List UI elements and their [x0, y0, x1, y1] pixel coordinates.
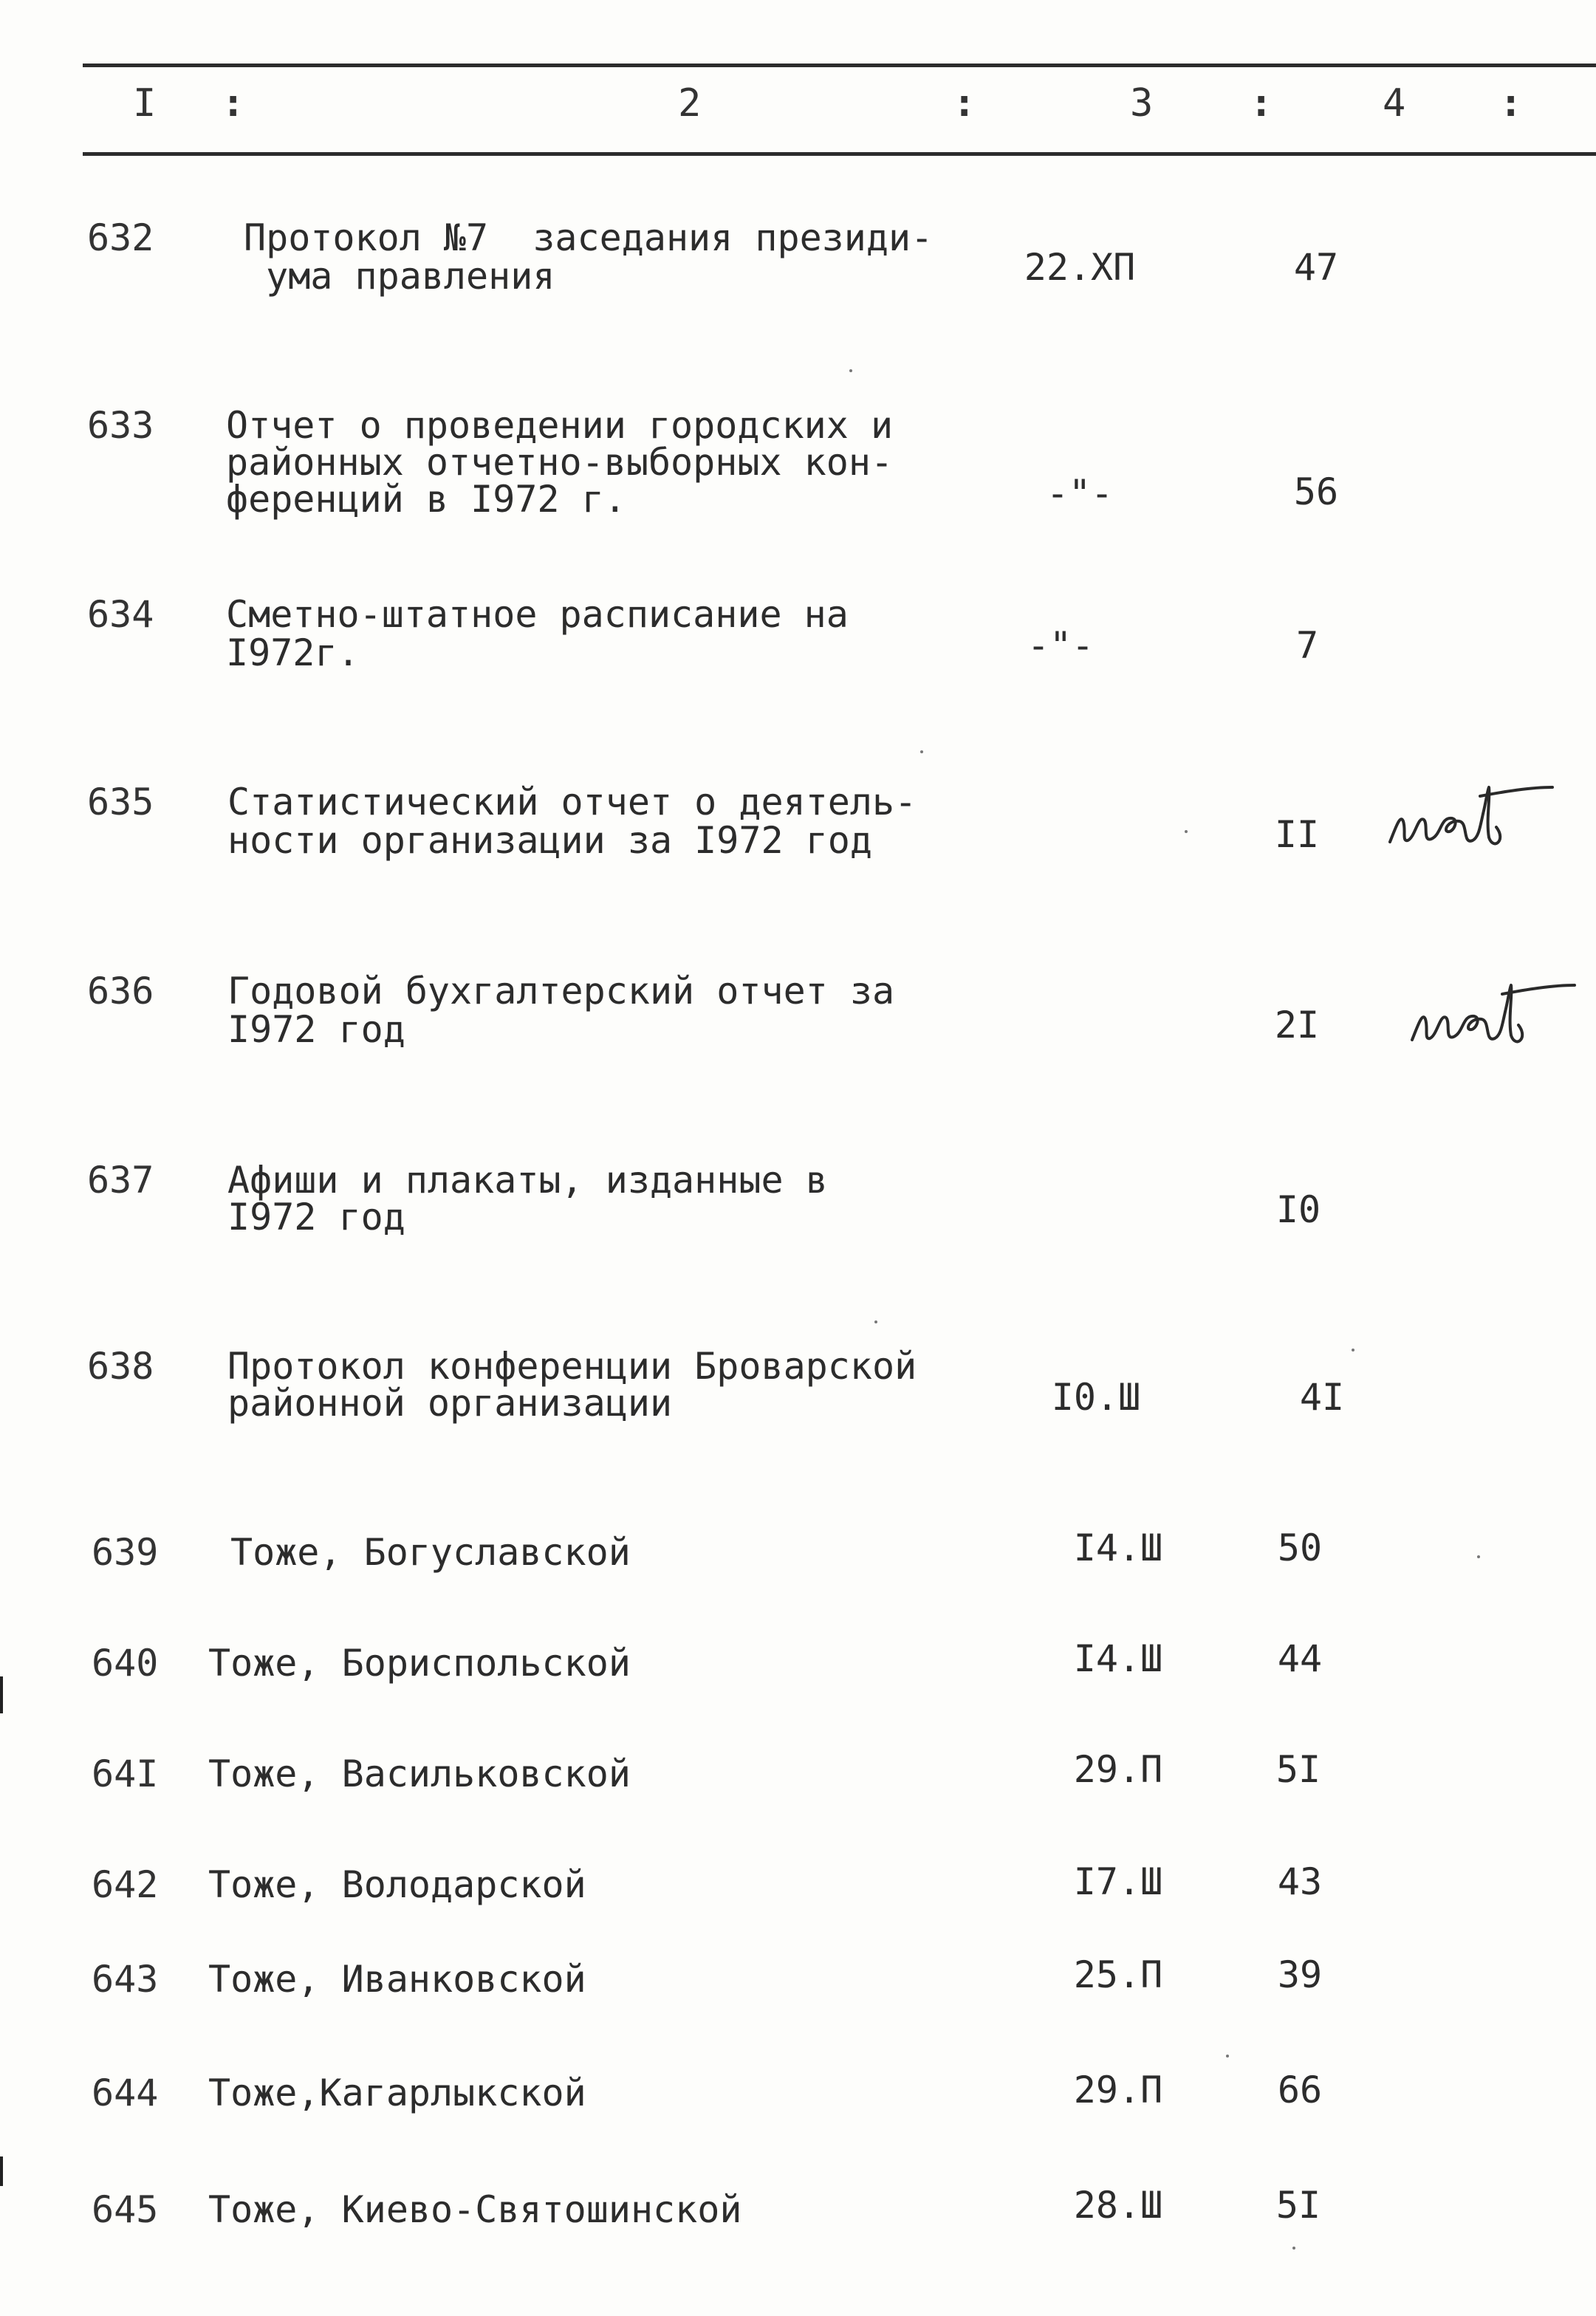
row-title-line: I972 год [227, 1196, 405, 1238]
row-title-line: Тоже, Иванковской [208, 1958, 586, 2001]
row-sheet-count: 44 [1277, 1637, 1323, 1680]
scan-speck [1226, 2055, 1229, 2058]
scan-speck [1185, 830, 1188, 833]
row-title-line: Сметно-штатное расписание на [226, 593, 849, 636]
row-title-line: Отчет о проведении городских и [226, 404, 894, 447]
row-title-line: Годовой бухгалтерский отчет за [227, 970, 895, 1013]
row-number: 635 [87, 781, 154, 823]
scan-speck [874, 1320, 877, 1323]
row-sheet-count: 7 [1295, 624, 1319, 667]
scan-speck [1292, 2247, 1295, 2250]
row-date: 28.Ш [1073, 2184, 1163, 2227]
row-title-line: ности организации за I972 год [227, 819, 872, 862]
row-date: 22.XП [1024, 246, 1136, 289]
header-bottom-rule [83, 152, 1596, 156]
row-number: 638 [87, 1345, 154, 1388]
row-sheet-count: 66 [1277, 2069, 1323, 2111]
row-date: I0.Ш [1051, 1376, 1141, 1419]
row-number: 644 [92, 2072, 159, 2114]
row-title-line: Тоже, Васильковской [208, 1753, 631, 1795]
row-sheet-count: 5I [1275, 1748, 1321, 1791]
header-separator: : [1499, 81, 1523, 126]
row-date: 29.П [1073, 1748, 1163, 1791]
scan-edge-mark [0, 2156, 3, 2186]
row-title-line: Протокол конференции Броварской [227, 1345, 917, 1388]
row-title-line: Статистический отчет о деятель- [227, 781, 917, 823]
header-col-2: 2 [678, 81, 702, 126]
header-separator: : [222, 81, 245, 126]
row-number: 645 [92, 2188, 159, 2231]
row-sheet-count: I0 [1275, 1188, 1321, 1231]
row-date: -"- [1027, 624, 1095, 667]
row-date: I4.Ш [1073, 1637, 1163, 1680]
row-number: 642 [92, 1863, 159, 1906]
row-number: 639 [92, 1531, 159, 1574]
row-date: 25.П [1073, 1953, 1163, 1996]
row-sheet-count: 43 [1277, 1860, 1323, 1903]
row-number: 633 [87, 404, 154, 447]
row-date: 29.П [1073, 2069, 1163, 2111]
handwritten-note [1408, 973, 1578, 1055]
row-title-line: ума правления [244, 255, 555, 298]
header-top-rule [83, 64, 1596, 67]
row-title-line: Протокол №7 заседания президи- [244, 216, 934, 259]
scan-speck [920, 750, 923, 753]
row-sheet-count: 56 [1293, 470, 1339, 513]
row-number: 64I [92, 1753, 159, 1795]
row-number: 634 [87, 593, 154, 636]
row-date: I4.Ш [1073, 1527, 1163, 1569]
header-col-4: 4 [1383, 81, 1406, 126]
row-title-line: Афиши и плакаты, изданные в [227, 1159, 828, 1202]
row-sheet-count: 39 [1277, 1953, 1323, 1996]
row-sheet-count: 50 [1277, 1527, 1323, 1569]
row-sheet-count: 47 [1293, 246, 1339, 289]
row-number: 640 [92, 1642, 159, 1685]
header-col-3: 3 [1130, 81, 1154, 126]
row-number: 636 [87, 970, 154, 1013]
row-title-line: районных отчетно-выборных кон- [226, 441, 894, 484]
row-title-line: Тоже, Киево-Святошинской [208, 2188, 742, 2231]
scan-speck [1352, 1349, 1354, 1351]
row-title-line: Тоже, Володарской [208, 1863, 586, 1906]
row-sheet-count: 2I [1274, 1004, 1320, 1046]
row-date: I7.Ш [1073, 1860, 1163, 1903]
scan-edge-mark [0, 1676, 3, 1713]
handwritten-note-glyph [1408, 973, 1578, 1055]
row-number: 632 [87, 216, 154, 259]
header-separator: : [953, 81, 976, 126]
row-title-line: I972г. [226, 631, 360, 674]
row-title-line: I972 год [227, 1008, 405, 1051]
row-title-line: Тоже, Бориспольской [208, 1642, 631, 1685]
row-title-line: ференций в I972 г. [226, 478, 626, 521]
row-title-line: районной организации [227, 1382, 673, 1425]
header-col-1: I [133, 81, 157, 126]
row-sheet-count: II [1274, 813, 1320, 856]
handwritten-note [1386, 775, 1555, 857]
row-title-line: Тоже,Кагарлыкской [208, 2072, 586, 2114]
row-sheet-count: 4I [1299, 1376, 1345, 1419]
scan-speck [1477, 1555, 1480, 1558]
scan-speck [849, 369, 852, 372]
row-title-line: Тоже, Богуславской [230, 1531, 631, 1574]
row-sheet-count: 5I [1275, 2184, 1321, 2227]
row-number: 637 [87, 1159, 154, 1202]
handwritten-note-glyph [1386, 775, 1555, 857]
row-date: -"- [1046, 472, 1114, 515]
header-separator: : [1250, 81, 1273, 126]
row-number: 643 [92, 1958, 159, 2001]
